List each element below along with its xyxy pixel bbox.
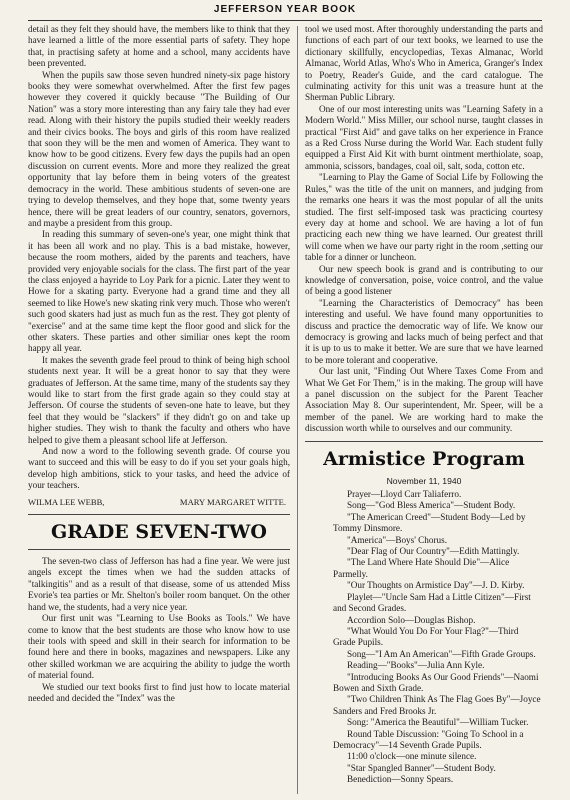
paragraph: In reading this summary of seven-one's year, one might think that it has been all work and no play. This is a bad mistake, however, because the room mothers, aided by the parents and teachers, have provided very enjoyable socials for the class. The first part of the year the class enjoyed a hayride to Loy Park for a picnic. Later they went to Howe for a skating party. Everyone had a grand time and they all seemed to like Howe's new skating rink very much. Those who weren't such good skaters had just as much fun as the rest. They got plenty of "exercise" and at the same time kept the floor good and slick for the other skaters. These parties and other similiar ones kept the room happy all year. bbox=[28, 229, 290, 354]
paragraph: tool we used most. After thoroughly understanding the parts and functions of each part of our text books, we learned to use the dictionary skillfully, encyclopedias, Texas Almanac, World Almanac, World Atlas, Who's Who in America, Granger's Index to Poetry, Reader's Guide, and the card catalogue. The culminating activity for this unit was a treasure hunt at the Sherman Public Library. bbox=[305, 24, 543, 103]
paragraph: Our last unit, "Finding Out Where Taxes Come From and What We Get For Them," is in the making. The group will have a panel discussion on the subject for the Parent Teacher Association May 8. Our superintendent, Mr. Speer, will be a member of the panel. We are working hard to make the discussion worth while to ourselves and our community. bbox=[305, 366, 543, 434]
program-item: Playlet—"Uncle Sam Had a Little Citizen"—First and Second Grades. bbox=[333, 591, 531, 614]
program-item: "Dear Flag of Our Country"—Edith Mattingly. bbox=[347, 546, 520, 557]
program-list bbox=[305, 489, 543, 786]
program-item: 11:00 o'clock—one minute silence. bbox=[347, 751, 477, 762]
program-item: "The American Creed"—Student Body—Led by Tommy Dinsmore. bbox=[333, 511, 526, 534]
signature-webb: WILMA LEE WEBB, bbox=[28, 496, 105, 507]
program-item: "Our Thoughts on Armistice Day"—J. D. Kirby. bbox=[347, 580, 525, 591]
paragraph: And now a word to the following seventh grade. Of course you want to succeed and this will be easy to do if you set your goals high, develop high ambitions, stick to your tasks, and heed the advice of your teachers. bbox=[28, 446, 290, 491]
paragraph: One of our most interesting units was "Learning Safety in a Modern World." Miss Miller, our school nurse, taught classes in practical "First Aid" and gave talks on her experience in France as a Red Cross Nurse during the World War. Each student fully equipped a First Aid Kit with burnt ointment merthiolate, soap, ammonia, scissors, bandages, coal oil, salt, soda, cotton etc. bbox=[305, 103, 543, 171]
program-item: Round Table Discussion: "Going To School in a Democracy"—14 Seventh Grade Pupils. bbox=[333, 728, 524, 750]
section-rule bbox=[28, 514, 290, 515]
paragraph: The seven-two class of Jefferson has had a fine year. We were just angels except the times when we had the sudden attacks of "talkingitis" and as a result of that disease, some of us attended Miss Evorie's tea parties or Mr. Shelton's boiler room banquet. On the other hand we, the students, had a very nice year. bbox=[28, 556, 290, 612]
program-item: "Introducing Books As Our Good Friends"—Naomi Bowen and Sixth Grade. bbox=[333, 671, 539, 693]
program-item: "Two Children Think As The Flag Goes By"—Joyce Sanders and Fred Brooks Jr. bbox=[333, 694, 541, 716]
paragraph: detail as they felt they should have, the members like to think that they have learned a little of the more essential parts of safety. They hope that, in practising safety at home and a school, many accidents have been prevented. bbox=[28, 24, 290, 69]
section-rule bbox=[305, 441, 543, 442]
paragraph: "Learning to Play the Game of Social Life by Following the Rules," was the title of the unit on manners, and judging from the remarks one hears it was the most popular of all the units studied. The first self-imposed task was practicing courtesy every day at home and school. We are having a lot of fun practicing each new thing we have learned. Our greatest thrill will come when we have our party right in the room ,setting our table for a dinner or luncheon. bbox=[305, 172, 543, 263]
program-item: Benediction—Sonny Spears. bbox=[347, 774, 454, 785]
grade-seven-two-heading: GRADE SEVEN-TWO bbox=[51, 521, 267, 544]
program-item: Song—"I Am An American"—Fifth Grade Groups. bbox=[347, 648, 536, 659]
program-item: Prayer—Lloyd Carr Taliaferro. bbox=[347, 489, 462, 500]
armistice-program-heading: Armistice Program bbox=[323, 447, 525, 470]
program-item: "Star Spangled Banner"—Student Body. bbox=[347, 762, 496, 773]
right-column bbox=[305, 24, 543, 786]
paragraph: We studied our text books first to find just how to locate material needed and decided the "Index" was the bbox=[28, 681, 290, 703]
section-rule bbox=[28, 549, 290, 550]
program-date: November 11, 1940 bbox=[386, 475, 462, 486]
signature-witte: MARY MARGARET WITTE. bbox=[179, 496, 286, 507]
paragraph: When the pupils saw those seven hundred ninety-six page history books they were somewhat overwhelmed. After the first few pages however they covered it quickly because "The Building of Our Nation" was a story more interesting than any fairy tale they had ever read. Along with their history the pupils studied their weekly readers and their civics books. The boys and girls of this room have realized that soon they will be the men and women of America. They want to know how to be good citizens. Every few days the pupils had an open discussion on current events. More and more they realized the great opportunity that lay before them in being voters of the greatest democracy in the world. These ambitious students of seven-one are trying to develop themselves, and they hope that, some twenty years hence, there will be great leaders of our country, senators, governors, and maybe a president from this group. bbox=[28, 69, 290, 228]
running-header: JEFFERSON YEAR BOOK bbox=[213, 4, 357, 15]
program-item: Accordion Solo—Douglas Bishop. bbox=[347, 614, 476, 625]
program-item: Song—"God Bless America"—Student Body. bbox=[347, 500, 516, 511]
program-item: "The Land Where Hate Should Die"—Alice Parmelly. bbox=[333, 557, 510, 579]
paragraph: Our first unit was "Learning to Use Books as Tools." We have come to know that the best students are those who know how to use their tools with speed and skill in their search for information to be found here and there in books, magazines and newspapers. Like any other skilled workman we are acquiring the ability to judge the worth of material found. bbox=[28, 613, 290, 681]
program-item: Song: "America the Beautiful"—William Tucker. bbox=[347, 717, 529, 728]
program-item: "America"—Boys' Chorus. bbox=[347, 534, 447, 545]
column-divider bbox=[297, 26, 298, 794]
signature-line bbox=[28, 497, 286, 508]
left-column bbox=[28, 24, 290, 704]
paragraph: Our new speech book is grand and is contributing to our knowledge of conversation, poise, voice control, and the value of being a good listener bbox=[305, 263, 543, 297]
header-rule bbox=[28, 20, 542, 21]
program-item: Reading—"Books"—Julia Ann Kyle. bbox=[347, 660, 485, 671]
paragraph: "Learning the Characteristics of Democracy" has been interesting and useful. We have found many opportunities to discuss and practice the democratic way of life. We know our democracy is growing and lacks much of being perfect and that it is up to us to make it better. We are sure that we have learned to be more tolerant and cooperative. bbox=[305, 297, 543, 365]
program-item: "What Would You Do For Your Flag?"—Third Grade Pupils. bbox=[333, 625, 519, 648]
paragraph: It makes the seventh grade feel proud to think of being high school students next year. It will be a great honor to say that they were graduates of Jefferson. At the same time, many of the students say they would like to start from the first grade again so they could stay at Jefferson. Of course the students of seven-one hate to leave, but they feel that they would be "slackers" if they didn't go on and take up higher studies. They wish to thank the faculty and others who have helped to give them a pleasant school life at Jefferson. bbox=[28, 354, 290, 445]
